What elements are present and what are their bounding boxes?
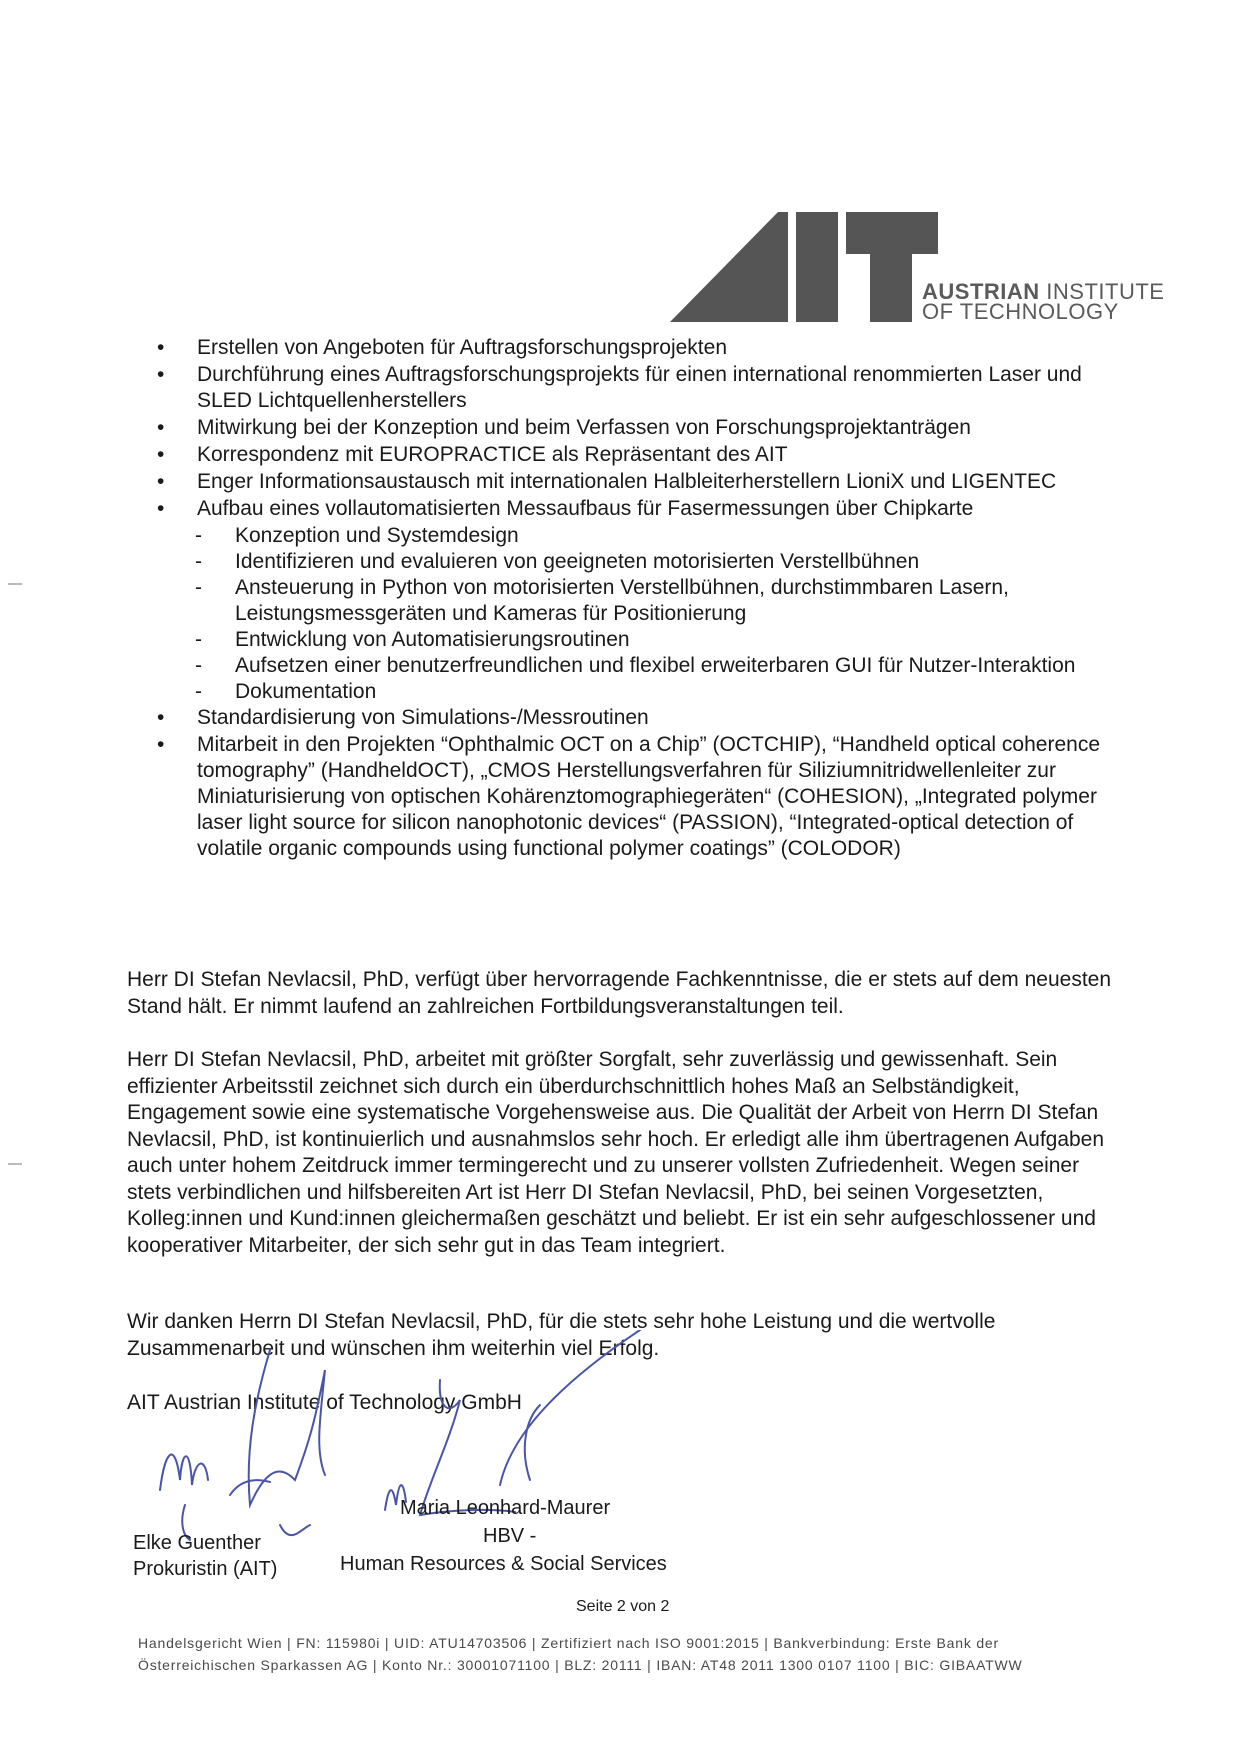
list-item: • Mitwirkung bei der Konzeption und beim Verfassen von Forschungsprojektanträgen — [157, 416, 971, 439]
signatory-right-title: Human Resources & Social Services — [340, 1553, 667, 1575]
sub-list-item: - Ansteuerung in Python von motorisierten Verstellbühnen, durchstimmbaren Lasern, Leistungsmessgeräten und Kameras für Positionierung — [195, 576, 1009, 625]
paragraph-thanks: Wir danken Herrn DI Stefan Nevlacsil, PhD, für die stets sehr hohe Leistung und die wertvolle Zusammenarbeit und wünschen ihm weiterhin viel Erfolg. — [127, 1310, 996, 1360]
sub-list-item: - Entwicklung von Automatisierungsroutinen — [195, 628, 630, 651]
logo-slash-shape — [670, 212, 788, 322]
list-item: • Korrespondenz mit EUROPRACTICE als Repräsentant des AIT — [157, 443, 788, 466]
logo-i-bar — [796, 212, 838, 322]
signatory-right-name: Maria Leonhard-Maurer — [400, 1497, 611, 1519]
signature-right — [385, 1330, 640, 1515]
logo-line2: OF TECHNOLOGY — [922, 299, 1119, 324]
logo-wordmark — [922, 279, 1165, 324]
paragraph-expertise: Herr DI Stefan Nevlacsil, PhD, verfügt über hervorragende Fachkenntnisse, die er stets auf dem neuesten Stand hält. Er nimmt laufend an zahlreichen Fortbildungsveranstaltungen teil. — [127, 968, 1112, 1018]
footer — [138, 1632, 1098, 1676]
signatory-right-dept: HBV - — [483, 1525, 537, 1547]
list-item: • Mitarbeit in den Projekten “Ophthalmic OCT on a Chip” (OCTCHIP), “Handheld optical coherence tomography” (HandheldOCT), „CMOS Herstellungsverfahren für Siliziumnitridwellenleiter zur Miniaturisierung von optischen Kohärenztomographiegeräten“ (COHESION), „Integrated polymer laser light source for silicon nanophotonic devices“ (PASSION), “Integrated-optical detection of volatile organic compounds using functional polymer coatings” (COLODOR) — [157, 733, 1100, 860]
list-item: • Standardisierung von Simulations-/Messroutinen — [157, 706, 649, 729]
scan-margin-mark — [8, 583, 22, 585]
list-item: • Enger Informationsaustausch mit internationalen Halbleiterherstellern LioniX und LIGENTEC — [157, 470, 1057, 493]
task-list — [155, 335, 1125, 863]
sub-list-item: - Identifizieren und evaluieren von geeigneten motorisierten Verstellbühnen — [195, 550, 920, 573]
footer-line-2: Österreichischen Sparkassen AG | Konto Nr.: 30001071100 | BLZ: 20111 | IBAN: AT48 2011 1300 0107 1100 | BIC: GIBAATWW — [138, 1657, 1023, 1673]
logo-line1-rest: INSTITUTE — [1039, 279, 1165, 304]
logo-t-stem — [870, 212, 912, 322]
signatory-left — [133, 1530, 277, 1582]
list-item: • Aufbau eines vollautomatisierten Messaufbaus für Fasermessungen über Chipkarte — [157, 497, 974, 520]
scan-margin-mark — [8, 1163, 22, 1165]
list-item: • Erstellen von Angeboten für Auftragsforschungsprojekten — [157, 336, 728, 359]
list-item: • Durchführung eines Auftragsforschungsprojekts für einen international renommierten Laser und SLED Lichtquellenherstellers — [157, 363, 1082, 412]
footer-line-1: Handelsgericht Wien | FN: 115980i | UID: ATU14703506 | Zertifiziert nach ISO 9001:2015 | Bankverbindung: Erste Bank der — [138, 1635, 999, 1651]
sub-list-item: - Dokumentation — [195, 680, 377, 703]
sub-list-item: - Konzeption und Systemdesign — [195, 524, 519, 547]
company-name: AIT Austrian Institute of Technology GmbH — [127, 1391, 522, 1414]
signatory-left-title: Prokuristin (AIT) — [133, 1558, 278, 1580]
paragraph-work-style: Herr DI Stefan Nevlacsil, PhD, arbeitet mit größter Sorgfalt, sehr zuverlässig und gewissenhaft. Sein effizienter Arbeitsstil zeichnet sich durch ein überdurchschnittlich hohes Maß an Selbständigkeit, Engagement sowie eine systematische Vorgehensweise aus. Die Qualität der Arbeit von Herrn DI Stefan Nevlacsil, PhD, ist kontinuierlich und ausnahmslos sehr hoch. Er erledigt alle ihm übertragenen Aufgaben auch unter hohem Zeitdruck immer termingerecht und zu unserer vollsten Zufriedenheit. Wegen seiner stets verbindlichen und hilfsbereiten Art ist Herr DI Stefan Nevlacsil, PhD, bei seinen Vorgesetzten, Kolleg:innen und Kund:innen gleichermaßen geschätzt und beliebt. Er ist ein sehr aufgeschlossener und kooperativer Mitarbeiter, der sich sehr gut in das Team integriert. — [127, 1048, 1105, 1257]
sub-list-item: - Aufsetzen einer benutzerfreundlichen und flexibel erweiterbaren GUI für Nutzer-Interaktion — [195, 654, 1076, 677]
signatory-left-name: Elke Guenther — [133, 1532, 261, 1554]
logo-line1-bold: AUSTRIAN — [922, 279, 1040, 304]
page-number: Seite 2 von 2 — [576, 1598, 670, 1615]
signature-left — [160, 1350, 325, 1540]
